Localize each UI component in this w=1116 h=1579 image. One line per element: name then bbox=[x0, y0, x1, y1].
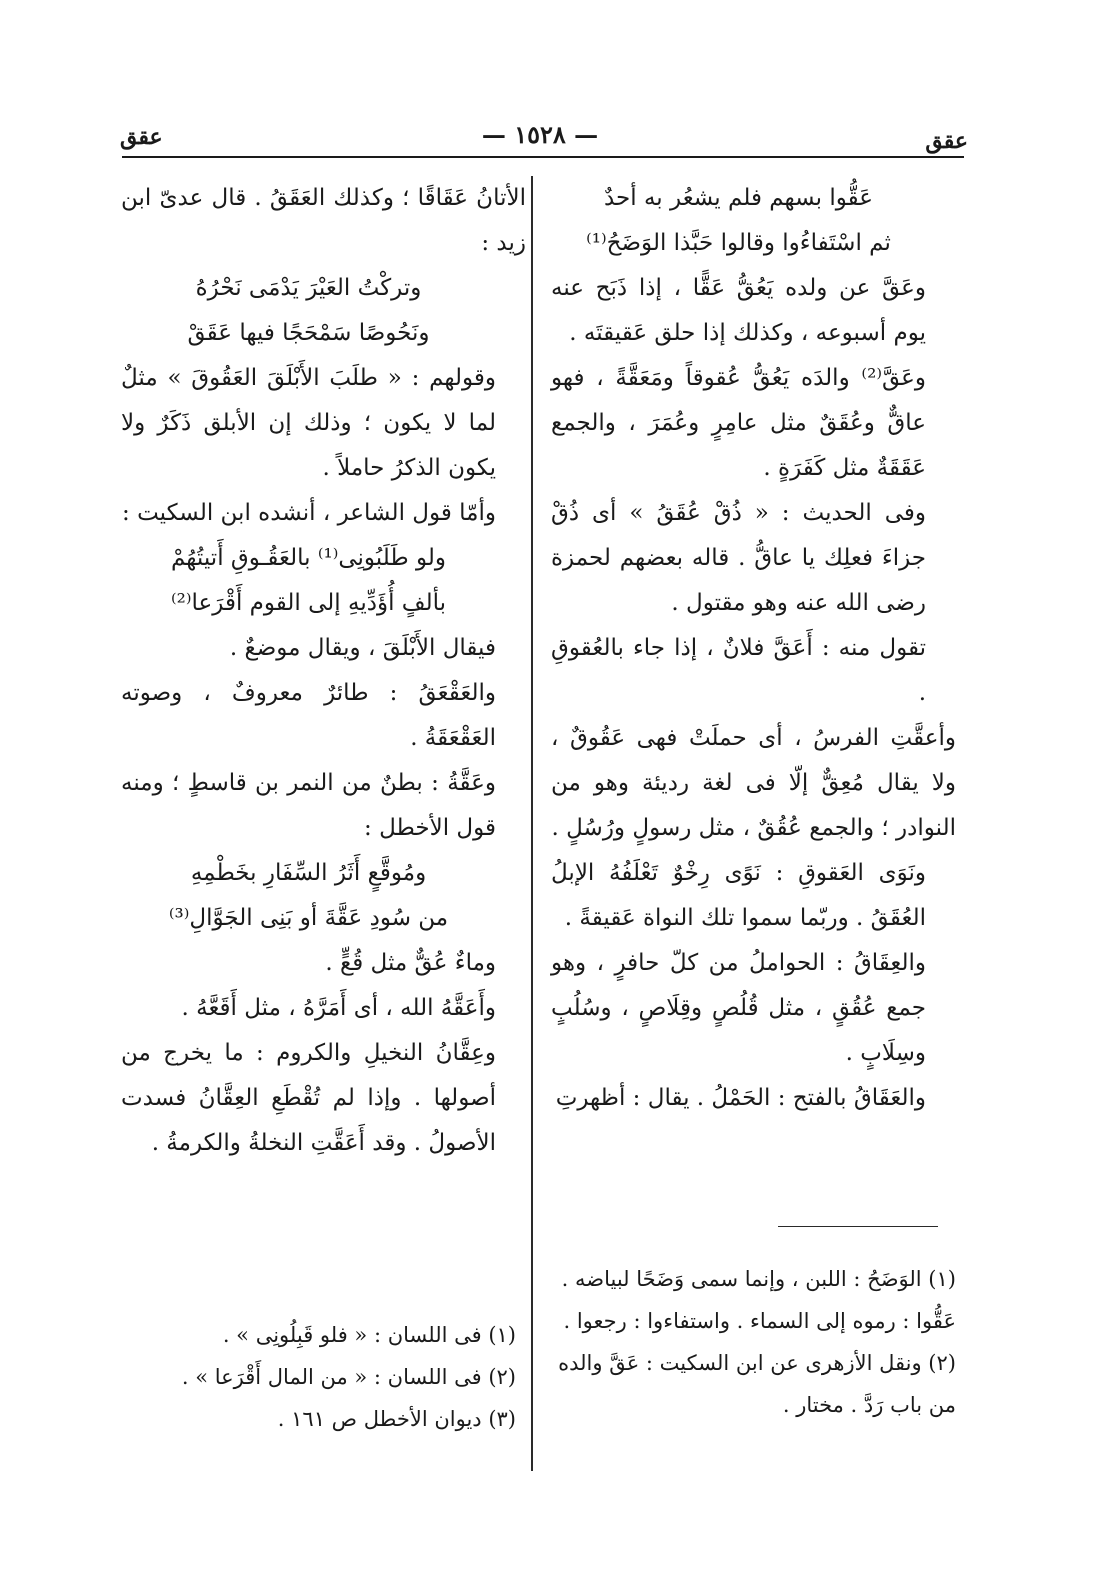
paragraph: وأمّا قول الشاعر ، أنشده ابن السكيت : bbox=[122, 500, 496, 526]
verse-line: عَقُّوا بسهم فلم يشعُر به أحدٌ bbox=[603, 185, 874, 211]
footnote: (١) فى اللسان : « فلو قَبِلُونِى » . bbox=[222, 1323, 516, 1347]
paragraph: وأَعَقَّهُ الله ، أى أَمَرَّهُ ، مثل أَقَعَّهُ . bbox=[181, 995, 496, 1021]
paragraph: وعَقَّةُ : بطنٌ من النمر بن قاسطٍ ؛ ومنه قول الأخطل : bbox=[121, 770, 496, 841]
page-number: — ١٥٢٨ — bbox=[481, 120, 599, 149]
header-keyword-right: عقق bbox=[925, 128, 968, 154]
paragraph: ونَوَى العَقوقِ : نَوًى رِخْوٌ تَعْلَفُهُ الإبلُ العُقَقُ . وربّما سموا تلك النواة عَقيقةً . bbox=[551, 860, 926, 931]
verse-line: ونَحُوصًا سَمْحَجًا فيها عَقَقْ bbox=[187, 320, 430, 346]
right-column bbox=[551, 176, 956, 1121]
paragraph: وعِقَّانُ النخيلِ والكروم : ما يخرج من أصولها . وإذا لم تُقْطَعِ العِقَّانُ فسدت الأصولُ . وقد أَعَقَّتِ النخلةُ والكرمةُ . bbox=[121, 1040, 496, 1156]
paragraph: وعَقَّ عن ولده يَعُقُّ عَقًّا ، إذا ذَبَح عنه يوم أسبوعه ، وكذلك إذا حلق عَقيقتَه . bbox=[551, 275, 926, 346]
paragraph: الأتانُ عَقَاقًا ؛ وكذلك العَقَقُ . قال عدىّ ابن زيد : bbox=[121, 185, 526, 256]
paragraph: وأعقَّتِ الفرسُ ، أى حملَتْ فهى عَقُوقٌ ، ولا يقال مُعِقٌّ إلّا فى لغة رديئة وهو من النوادر ؛ والجمع عُقُقٌ ، مثل رسولٍ ورُسُلٍ . bbox=[551, 725, 956, 841]
footnote: (٣) ديوان الأخطل ص ١٦١ . bbox=[277, 1407, 516, 1431]
footnote: (١) الوَضَحُ : اللبن ، وإنما سمى وَضَحًا لبياضه . عَقُّوا : رموه إلى السماء . واستفاءوا : رجعوا . bbox=[561, 1267, 956, 1333]
header-divider bbox=[122, 156, 964, 158]
page-header bbox=[120, 118, 968, 158]
verse-line: من سُودِ عَقَّةَ أو بَنِى الجَوَّالِ⁽³⁾ bbox=[168, 905, 449, 931]
paragraph: وفى الحديث : « ذُقْ عُقَقُ » أى ذُقْ جزاءَ فعلِك يا عاقُّ . قاله بعضهم لحمزة رضى الله عنه وهو مقتول . bbox=[551, 500, 926, 616]
paragraph: فيقال الأَبْلَقَ ، ويقال موضعٌ . bbox=[229, 635, 496, 661]
column-divider bbox=[531, 176, 533, 1471]
footnote-divider bbox=[778, 1226, 938, 1227]
verse-line: ثم اسْتَفاءُوا وقالوا حَبَّذا الوَضَحُ⁽¹⁾ bbox=[586, 230, 891, 256]
paragraph: وماءٌ عُقٌّ مثل قُعٍّ . bbox=[325, 950, 496, 976]
paragraph: والعِقَاقُ : الحواملُ من كلّ حافرٍ ، وهو جمع عُقُقٍ ، مثل قُلُصٍ وقِلَاصٍ ، وسُلُبٍ وسِلَابٍ . bbox=[551, 950, 926, 1066]
paragraph: وقولهم : « طلَبَ الأَبْلَقَ العَقُوقَ » مثلٌ لما لا يكون ؛ وذلك إن الأبلق ذَكَرٌ ولا يكون الذكرُ حاملاً . bbox=[121, 365, 496, 481]
footnote: (٢) فى اللسان : « من المال أَقْرَعا » . bbox=[181, 1365, 516, 1389]
header-keyword-left: عقق bbox=[120, 124, 163, 150]
footnote: (٢) ونقل الأزهرى عن ابن السكيت : عَقَّ والده من باب رَدَّ . مختار . bbox=[558, 1351, 956, 1417]
verse-line: ومُوقَّعٍ أَثَرُ السِّفَارِ بخَطْمِهِ bbox=[190, 860, 427, 886]
verse-line: بألفٍ أُؤَدِّيهِ إلى القوم أَقْرَعا⁽²⁾ bbox=[170, 590, 446, 616]
paragraph: والعَقَاقُ بالفتح : الحَمْلُ . يقال : أظهرتِ bbox=[555, 1085, 926, 1111]
paragraph: والعَقْعَقُ : طائرٌ معروفٌ ، وصوته العَقْعَقَةُ . bbox=[121, 680, 496, 751]
paragraph: وعَقَّ⁽²⁾ والدَه يَعُقُّ عُقوقاً ومَعَقَّةً ، فهو عاقٌّ وعُقَقٌ مثل عامِرٍ وعُمَرَ ، والجمع عَقَقَةٌ مثل كَفَرَةٍ . bbox=[551, 365, 926, 481]
left-column bbox=[121, 176, 526, 1166]
paragraph: تقول منه : أَعَقَّ فلانٌ ، إذا جاء بالعُقوقِ . bbox=[551, 635, 926, 706]
footnotes-left bbox=[121, 1314, 516, 1440]
verse-line: ولو طَلَبُونِى⁽¹⁾ بالعَقُـوقِ أَتيتُهُمْ bbox=[171, 545, 446, 571]
footnotes-right bbox=[551, 1258, 956, 1426]
verse-line: وتركْتُ العَيْرَ يَدْمَى نَحْرُهُ bbox=[195, 275, 422, 301]
